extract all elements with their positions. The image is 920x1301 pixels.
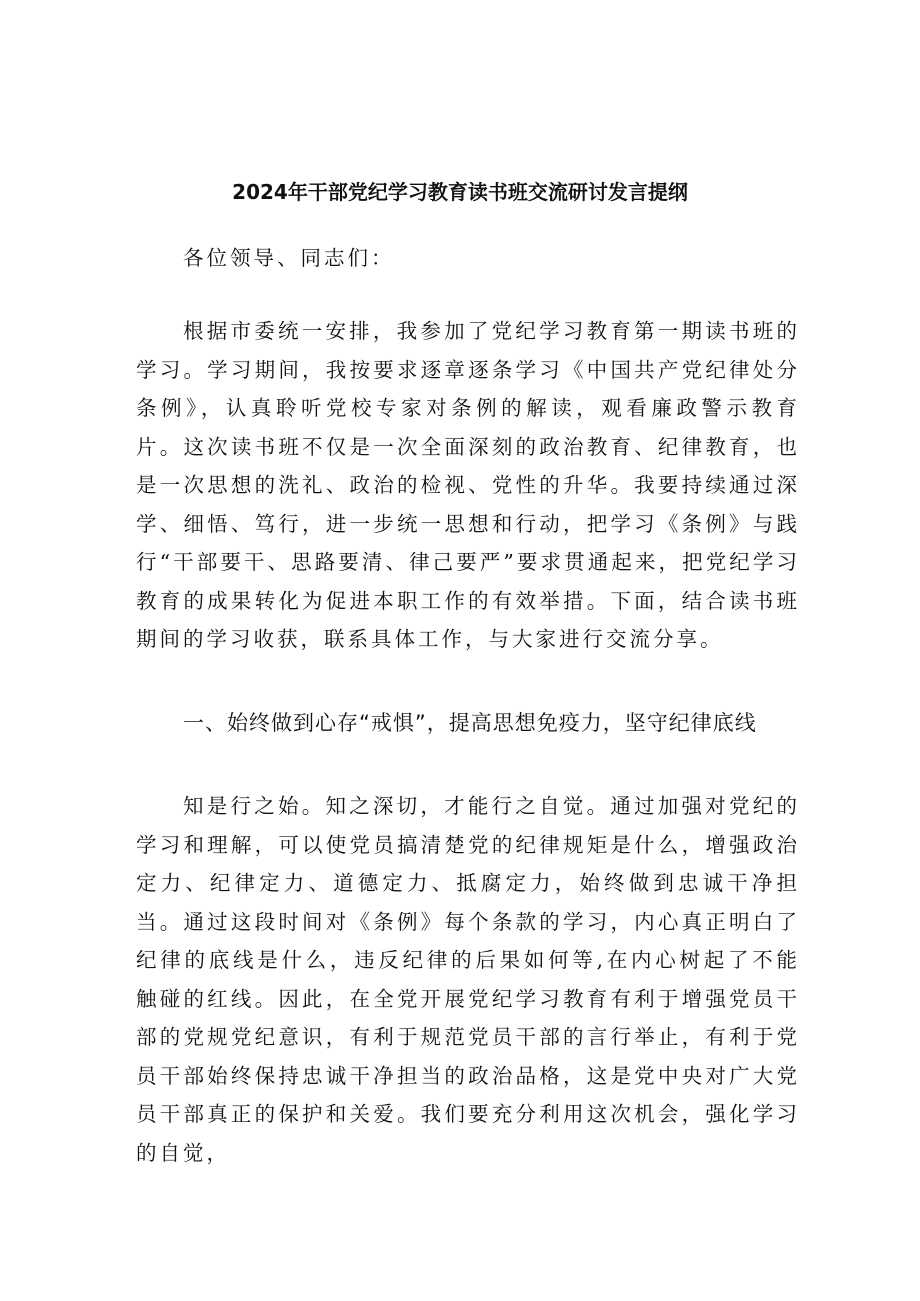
document-title: 2024年干部党纪学习教育读书班交流研讨发言提纲 bbox=[232, 180, 688, 204]
section-heading-1: 一、始终做到心存“戒惧”，提高思想免疫力，坚守纪律底线 bbox=[183, 711, 757, 735]
salutation: 各位领导、同志们： bbox=[183, 246, 395, 270]
paragraph-section-1: 知是行之始。知之深切，才能行之自觉。通过加强对党纪的学习和理解，可以使党员搞清楚党的纪律规矩是什么，增强政治定力、纪律定力、道德定力、抵腐定力，始终做到忠诚干净担当。通过这段时间对《条例》每个条款的学习，内心真正明白了纪律的底线是什么，违反纪律的后果如何等,在内心树起了不能触碰的红线。因此，在全党开展党纪学习教育有利于增强党员干部的党规党纪意识，有利于规范党员干部的言行举止，有利于党员干部始终保持忠诚干净担当的政治品格，这是党中央对广大党员干部真正的保护和关爱。我们要充分利用这次机会，强化学习的自觉， bbox=[136, 794, 800, 1165]
paragraph-intro: 根据市委统一安排，我参加了党纪学习教育第一期读书班的学习。学习期间，我按要求逐章逐条学习《中国共产党纪律处分条例》，认真聆听党校专家对条例的解读，观看廉政警示教育片。这次读书班不仅是一次全面深刻的政治教育、纪律教育，也是一次思想的洗礼、政治的检视、党性的升华。我要持续通过深学、细悟、笃行，进一步统一思想和行动，把学习《条例》与践行“干部要干、思路要清、律己要严”要求贯通起来，把党纪学习教育的成果转化为促进本职工作的有效举措。下面，结合读书班期间的学习收获，联系具体工作，与大家进行交流分享。 bbox=[136, 319, 800, 651]
